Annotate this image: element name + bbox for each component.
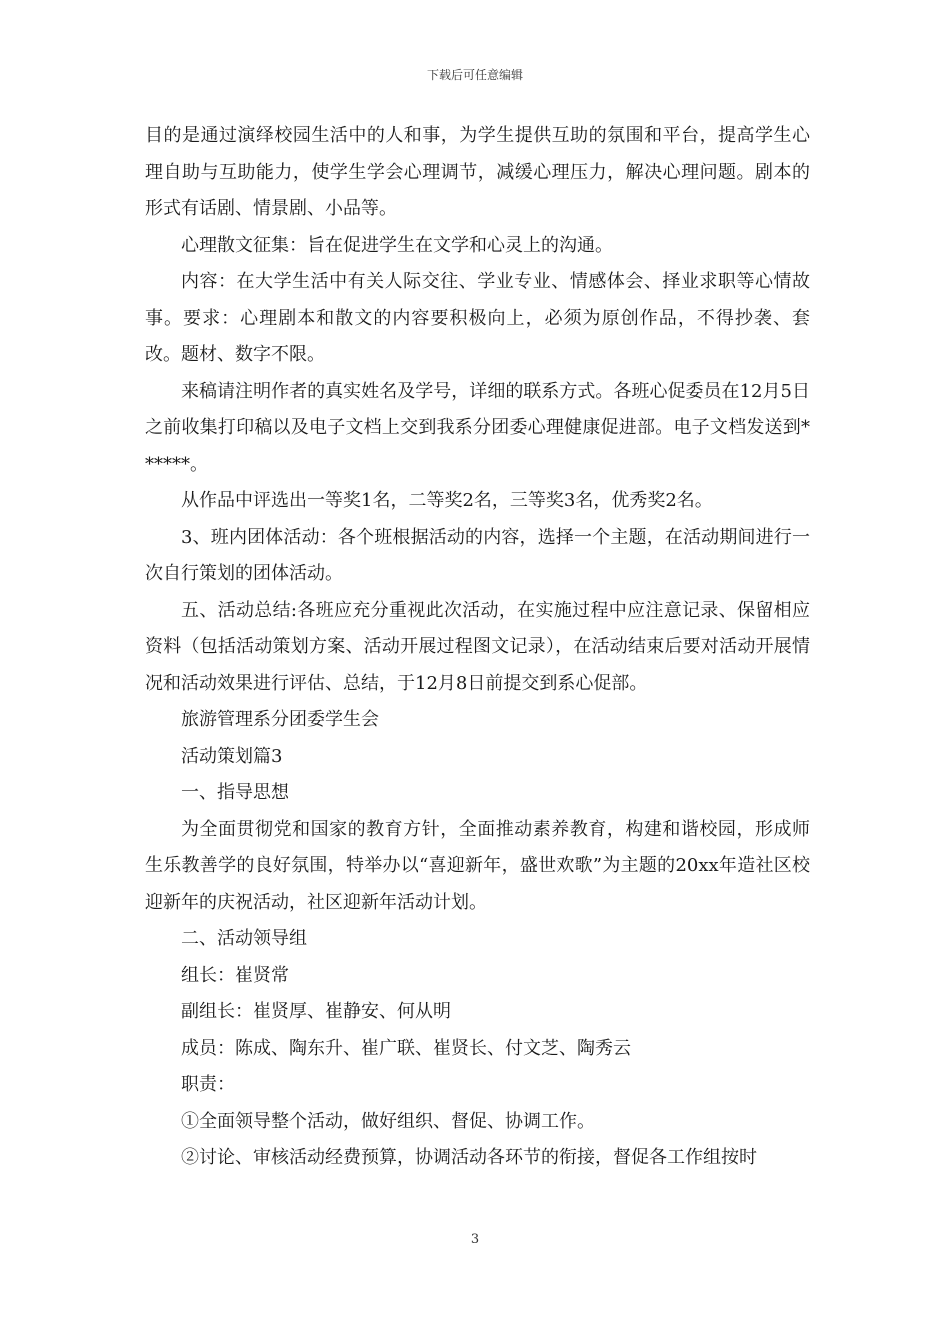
heading-leadership-group: 二、活动领导组 [181, 928, 307, 949]
duty-item-2: ②讨论、审核活动经费预算，协调活动各环节的衔接，督促各工作组按时 [181, 1147, 757, 1168]
paragraph-1: 目的是通过演绎校园生活中的人和事，为学生提供互助的氛围和平台，提高学生心理自助与互助能力，使学生学会心理调节，减缓心理压力，解决心理问题。剧本的形式有话剧、情景剧、小品等。 [145, 125, 810, 219]
paragraph-4: 来稿请注明作者的真实姓名及学号，详细的联系方式。各班心促委员在12月5日之前收集打印稿以及电子文档上交到我系分团委心理健康促进部。电子文档发送到******。 [145, 380, 810, 475]
duty-item-1: ①全面领导整个活动，做好组织、督促、协调工作。 [181, 1110, 595, 1132]
leader-line: 组长：崔贤常 [181, 964, 289, 986]
paragraph-11: 为全面贯彻党和国家的教育方针，全面推动素养教育，构建和谐校园，形成师生乐教善学的良好氛围，特举办以“喜迎新年，盛世欢歌”为主题的20xx年造社区校迎新年的庆祝活动，社区迎新年活动计划。 [145, 818, 810, 913]
page-header-note: 下载后可任意编辑 [426, 68, 523, 82]
heading-guiding-thought: 一、指导思想 [181, 782, 289, 803]
document-body [145, 118, 810, 1177]
page-number: 3 [470, 1232, 480, 1247]
signature-line: 旅游管理系分团委学生会 [181, 709, 379, 730]
paragraph-6: 3、班内团体活动：各个班根据活动的内容，选择一个主题，在活动期间进行一次自行策划的团体活动。 [145, 526, 810, 584]
paragraph-5: 从作品中评选出一等奖1名，二等奖2名，三等奖3名，优秀奖2名。 [181, 490, 713, 511]
members-line: 成员：陈成、陶东升、崔广联、崔贤长、付文芝、陶秀云 [181, 1037, 631, 1059]
paragraph-3: 内容：在大学生活中有关人际交往、学业专业、情感体会、择业求职等心情故事。要求：心理剧本和散文的内容要积极向上，必须为原创作品，不得抄袭、套改。题材、数字不限。 [145, 271, 810, 365]
duties-heading: 职责： [181, 1074, 235, 1095]
paragraph-7: 五、活动总结:各班应充分重视此次活动，在实施过程中应注意记录、保留相应资料（包括活动策划方案、活动开展过程图文记录），在活动结束后要对活动开展情况和活动效果进行评估、总结，于12月8日前提交到系心促部。 [145, 599, 810, 694]
section-title: 活动策划篇3 [181, 745, 283, 767]
paragraph-2: 心理散文征集：旨在促进学生在文学和心灵上的沟通。 [181, 234, 613, 256]
deputy-leader-line: 副组长：崔贤厚、崔静安、何从明 [181, 1001, 451, 1022]
